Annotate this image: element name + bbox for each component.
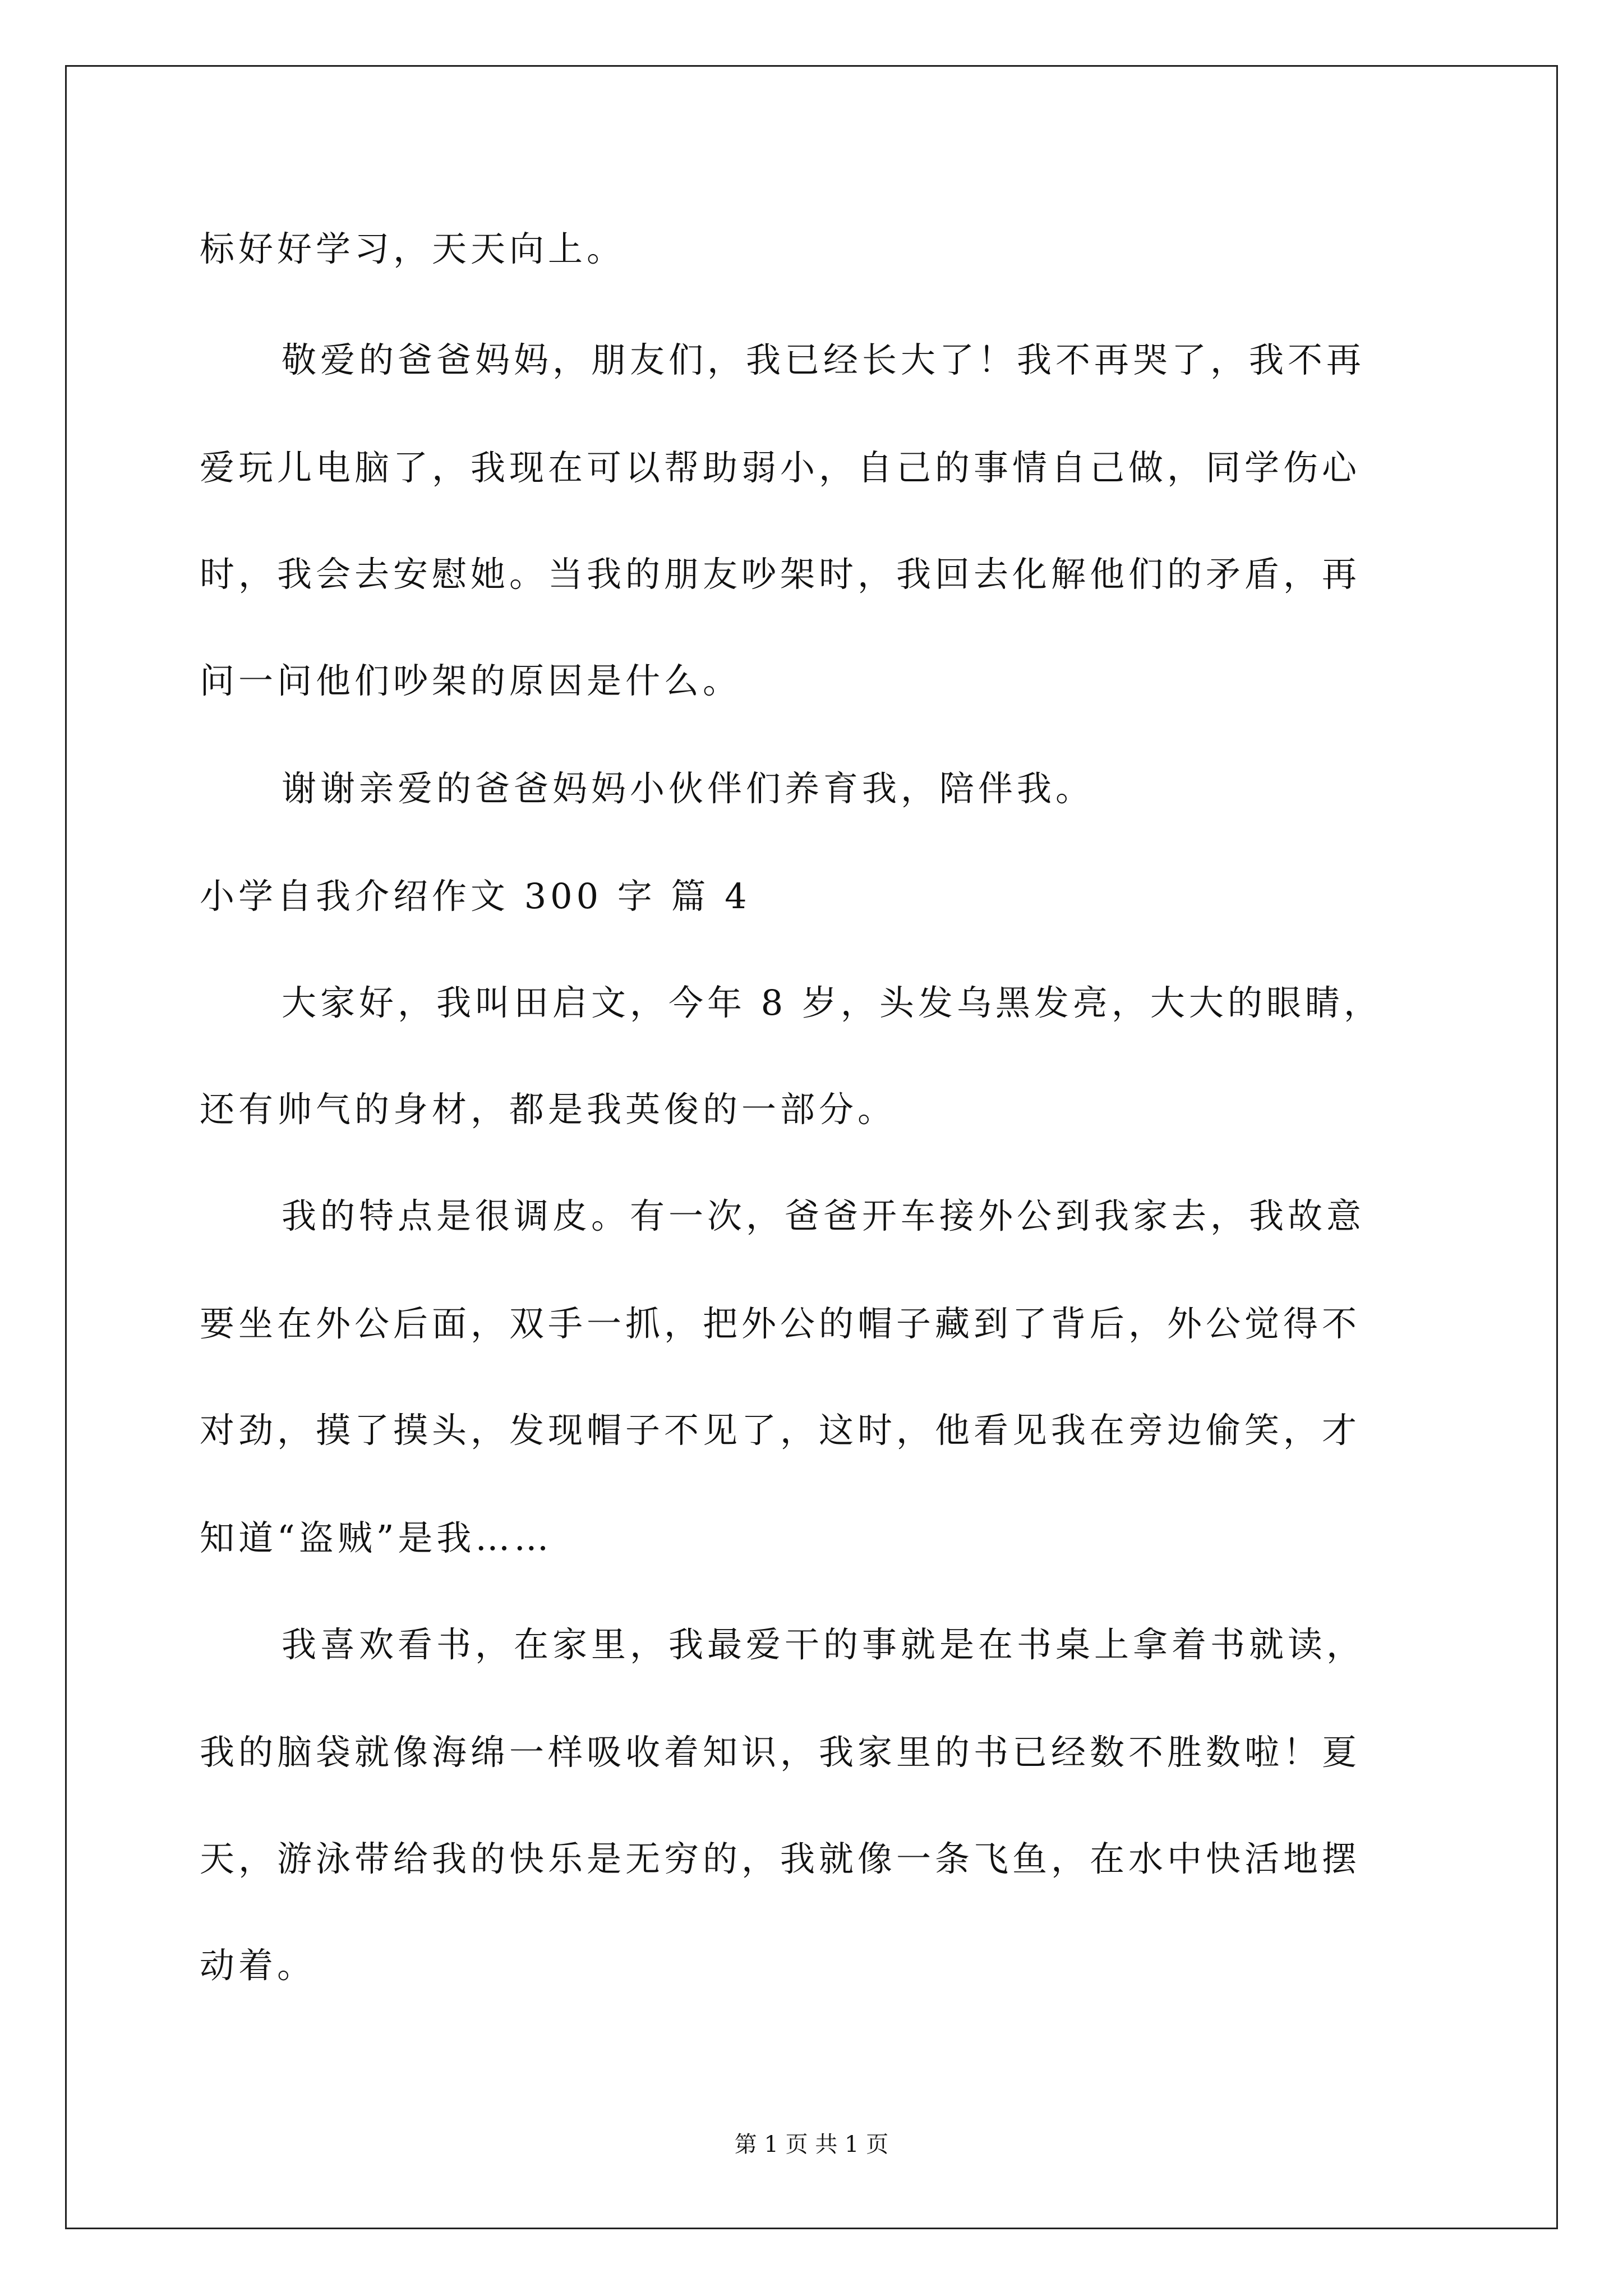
page-border [65, 65, 1558, 2229]
text-line: 还有帅气的身材，都是我英俊的一部分。 [200, 1089, 897, 1130]
paragraph-line: 敬爱的爸爸妈妈，朋友们，我已经长大了！我不再哭了，我不再 [282, 339, 1366, 380]
text-line: 对劲，摸了摸头，发现帽子不见了，这时，他看见我在旁边偷笑，才 [200, 1410, 1361, 1451]
paragraph-line: 谢谢亲爱的爸爸妈妈小伙伴们养育我，陪伴我。 [282, 768, 1095, 809]
text-line: 知道“盗贼”是我…… [200, 1517, 553, 1558]
page-number-footer: 第 1 页 共 1 页 [734, 2132, 889, 2157]
text-line: 问一问他们吵架的原因是什么。 [200, 660, 742, 701]
paragraph-line: 我的特点是很调皮。有一次，爸爸开车接外公到我家去，我故意 [282, 1195, 1366, 1236]
paragraph-line: 我喜欢看书，在家里，我最爱干的事就是在书桌上拿着书就读， [282, 1624, 1366, 1665]
paragraph-line: 大家好，我叫田启文，今年 8 岁，头发乌黑发亮，大大的眼睛， [282, 982, 1382, 1023]
text-line: 要坐在外公后面，双手一抓，把外公的帽子藏到了背后，外公觉得不 [200, 1303, 1361, 1344]
text-line: 标好好学习，天天向上。 [200, 228, 626, 269]
text-line: 动着。 [200, 1945, 316, 1986]
text-line: 时，我会去安慰她。当我的朋友吵架时，我回去化解他们的矛盾，再 [200, 554, 1361, 595]
text-line: 爱玩儿电脑了，我现在可以帮助弱小，自己的事情自己做，同学伤心 [200, 447, 1361, 488]
text-line: 我的脑袋就像海绵一样吸收着知识，我家里的书已经数不胜数啦！夏 [200, 1732, 1361, 1773]
text-line: 天，游泳带给我的快乐是无穷的，我就像一条飞鱼，在水中快活地摆 [200, 1838, 1361, 1879]
section-heading: 小学自我介绍作文 300 字 篇 4 [200, 876, 751, 917]
